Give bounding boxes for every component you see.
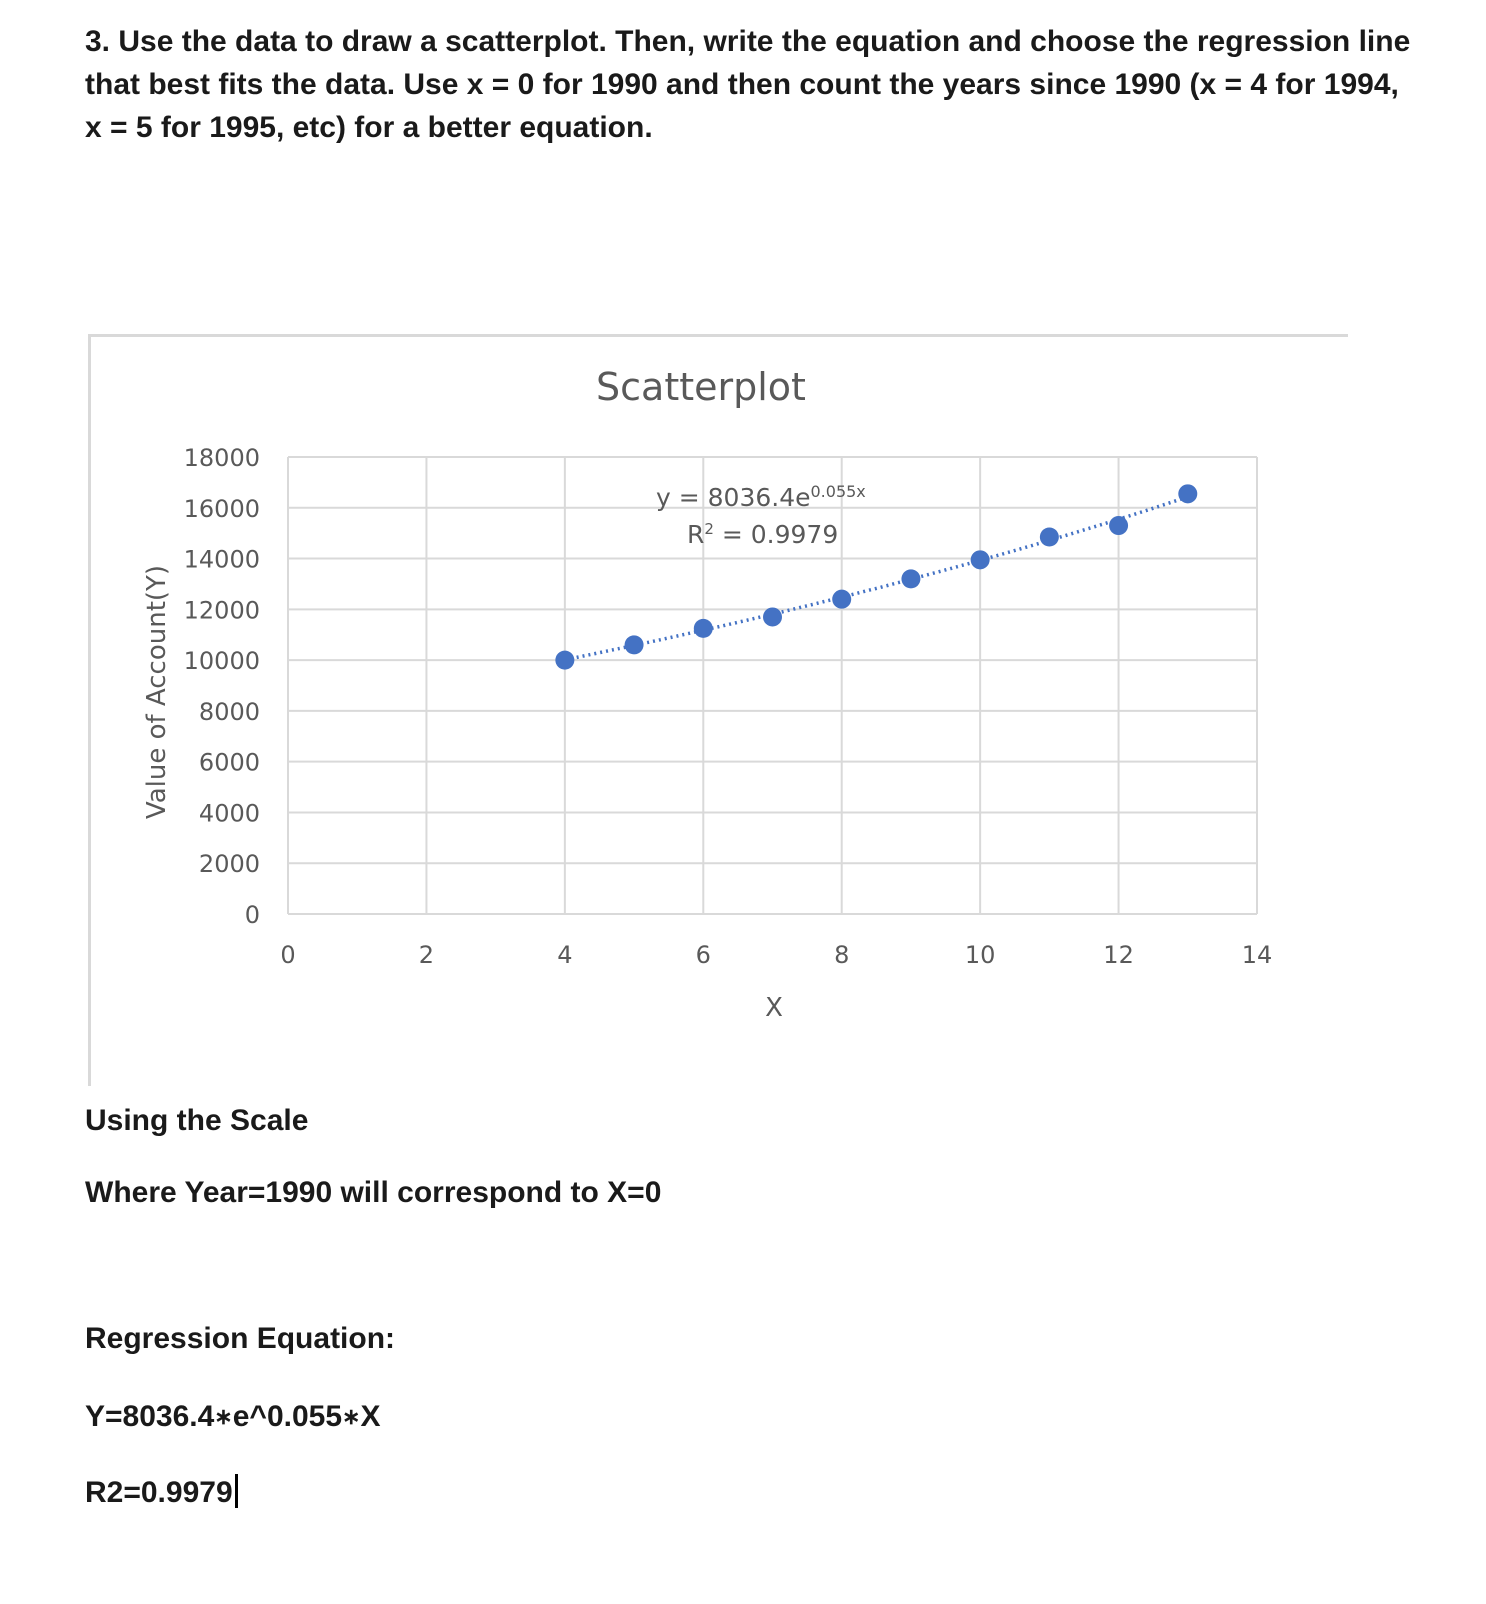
data-point-x11 <box>1040 527 1059 546</box>
r-squared-superscript: 2 <box>704 520 714 538</box>
regression-equation <box>85 1400 380 1434</box>
x-tick-label: 10 <box>964 941 996 969</box>
equation-exponent: 0.055x <box>810 482 866 501</box>
x-tick-label: 2 <box>418 941 435 969</box>
y-tick-label: 6000 <box>198 748 260 777</box>
data-point-x10 <box>971 550 990 569</box>
y-tick-label: 10000 <box>183 647 260 676</box>
data-point-x12 <box>1109 516 1128 535</box>
equation-part-3: X <box>360 1400 381 1433</box>
x-tick-label: 4 <box>557 941 573 969</box>
x-tick-label: 0 <box>280 941 296 969</box>
chart-title: Scatterplot <box>596 365 806 409</box>
y-tick-label: 8000 <box>198 697 260 726</box>
x-tick-label: 14 <box>1241 941 1273 969</box>
y-tick-label: 0 <box>244 901 260 929</box>
equation-part-1: Y=8036.4 <box>85 1400 215 1433</box>
equation-base: y = 8036.4e <box>656 483 811 512</box>
x-tick-label: 8 <box>834 941 850 969</box>
question-prompt: 3. Use the data to draw a scatterplot. Then, write the equation and choose the regression line that best fits the data. Use x = 0 for 1990 and then count the years since 1990 (x = 4 for 1994, x = 5 for 1995, etc) for a better equation. <box>85 25 1411 144</box>
data-point-x4 <box>555 651 574 670</box>
multiply-operator-2: ∗ <box>342 1404 361 1429</box>
y-tick-label: 14000 <box>183 545 260 574</box>
scale-heading: Using the Scale <box>85 1104 309 1137</box>
y-tick-label: 12000 <box>183 596 260 625</box>
y-axis-label: Value of Account(Y) <box>142 564 172 820</box>
y-tick-label: 18000 <box>183 444 260 472</box>
data-point-x13 <box>1178 484 1197 503</box>
r-squared-label: R <box>687 520 705 549</box>
x-axis-label: X <box>765 993 783 1023</box>
data-point-x6 <box>694 619 713 638</box>
data-point-x7 <box>763 607 782 626</box>
r-squared-annotation <box>687 520 838 549</box>
data-point-x5 <box>625 635 644 654</box>
scatterplot-chart <box>91 337 1351 1089</box>
trendline-layer <box>565 497 1188 660</box>
chart-container <box>88 334 1348 1086</box>
y-tick-label: 16000 <box>183 494 260 523</box>
r-squared-text: R2=0.9979 <box>85 1476 233 1509</box>
text-cursor <box>235 1474 238 1508</box>
exponential-trendline <box>565 497 1188 660</box>
multiply-operator-1: ∗ <box>214 1404 233 1429</box>
y-tick-label: 4000 <box>198 799 260 828</box>
data-points <box>555 484 1197 669</box>
equation-part-2: e^0.055 <box>232 1400 343 1433</box>
r-squared-value: = 0.9979 <box>713 520 839 549</box>
data-point-x8 <box>832 590 851 609</box>
x-tick-label: 12 <box>1103 941 1134 969</box>
x-tick-label: 6 <box>695 941 711 969</box>
data-point-x9 <box>901 569 920 588</box>
scale-description: Where Year=1990 will correspond to X=0 <box>85 1176 662 1209</box>
regression-heading: Regression Equation: <box>85 1322 396 1355</box>
r-squared-line[interactable] <box>85 1474 238 1510</box>
y-tick-label: 2000 <box>198 850 260 879</box>
